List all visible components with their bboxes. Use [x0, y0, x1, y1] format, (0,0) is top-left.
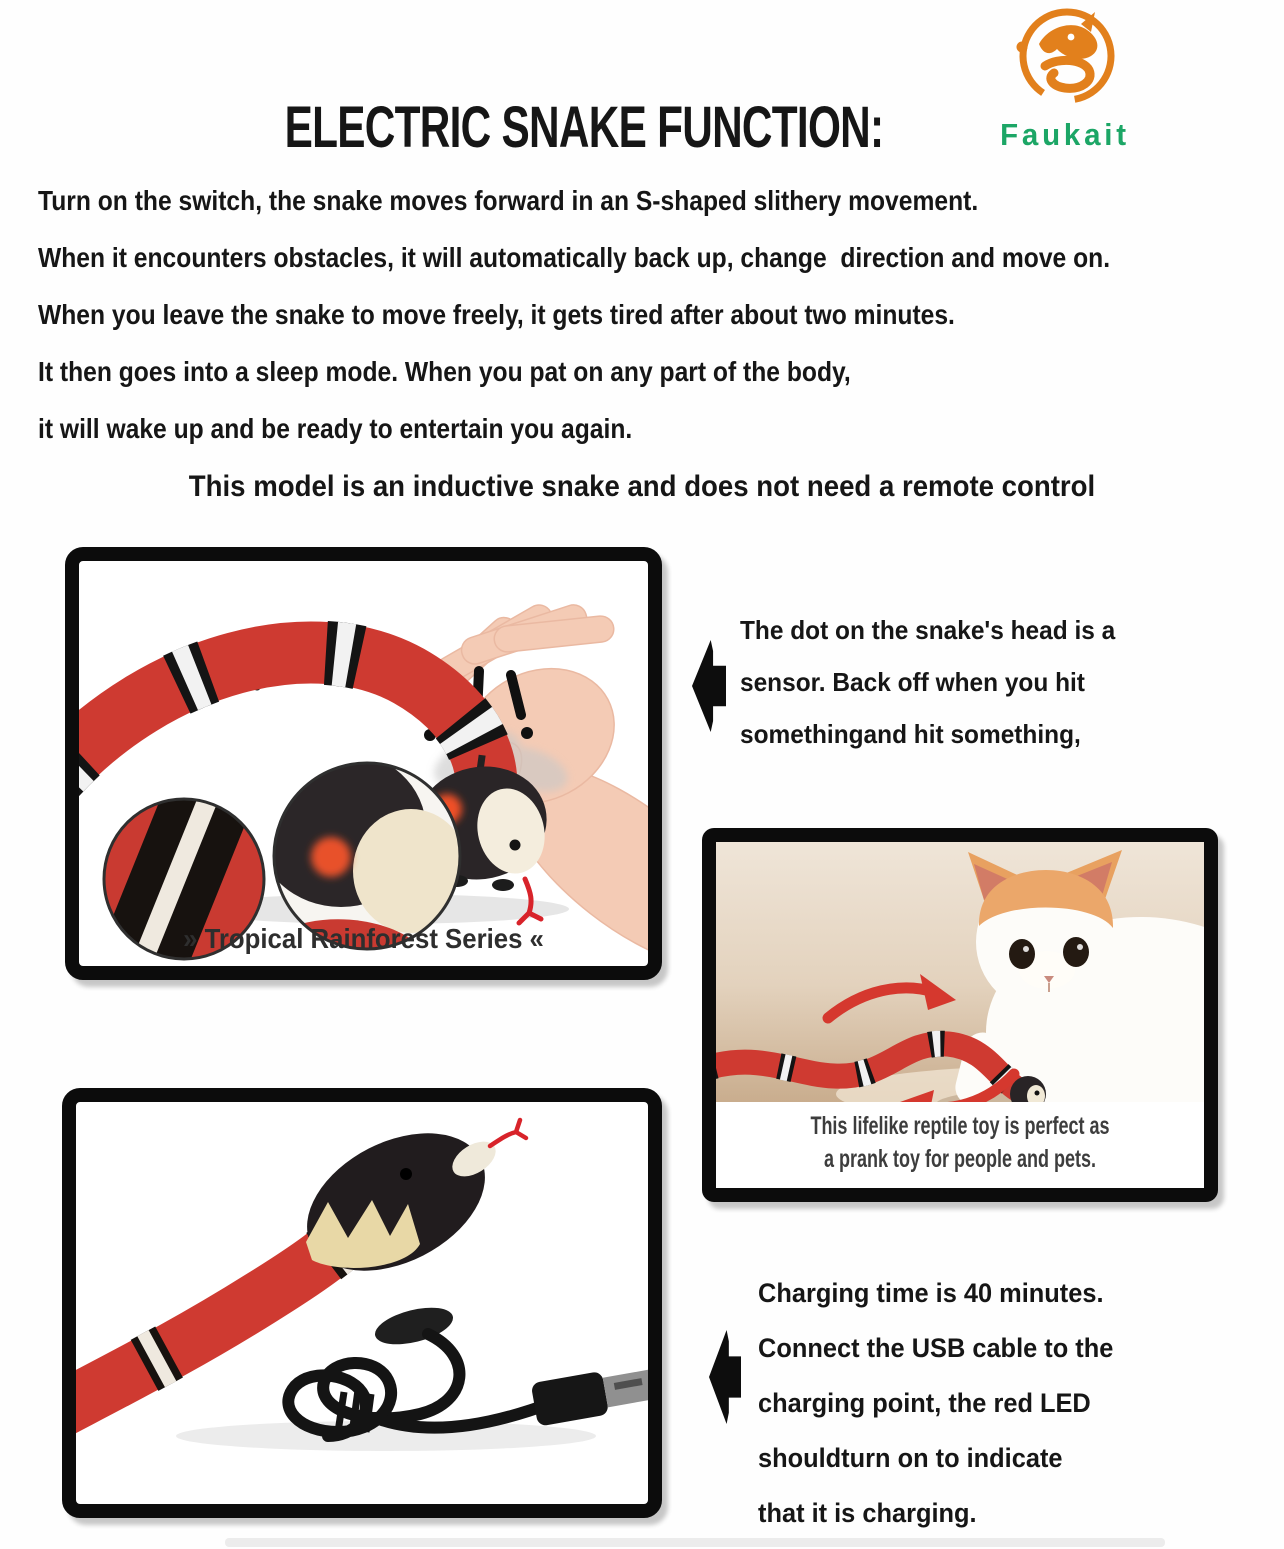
bottom-artifact-bar — [225, 1538, 1165, 1547]
note-line: Charging time is 40 minutes. — [758, 1278, 1104, 1308]
brand-logo — [995, 4, 1135, 153]
brand-logo-icon — [1001, 4, 1129, 110]
usb-cable — [288, 1334, 648, 1436]
intro-line: It then goes into a sleep mode. When you pat on any part of the body, — [38, 356, 851, 387]
sensor-demo-frame — [65, 547, 662, 980]
note-line: somethingand hit something, — [740, 719, 1081, 749]
caption-line: a prank toy for people and pets. — [823, 1145, 1097, 1173]
note-line: charging point, the red LED — [758, 1388, 1091, 1418]
usb-cable-illustration — [76, 1102, 648, 1504]
intro-line: it will wake up and be ready to entertain you again. — [38, 413, 633, 444]
highlight-line: This model is an inductive snake and does not need a remote control — [188, 470, 1096, 503]
left-arrow-icon — [709, 1330, 741, 1424]
intro-line: When it encounters obstacles, it will automatically back up, change direction and move on. — [38, 242, 1111, 273]
series-caption: » Tropical Rainforest Series « — [183, 923, 544, 954]
snake-hand-illustration — [79, 561, 648, 966]
cat-photo-illustration — [716, 842, 1204, 1102]
note-line: Connect the USB cable to the — [758, 1333, 1114, 1363]
caption-line: This lifelike reptile toy is perfect as — [810, 1112, 1110, 1140]
cat-caption — [716, 1110, 1204, 1176]
usb-charging-frame — [62, 1088, 662, 1518]
intro-line: When you leave the snake to move freely, it gets tired after about two minutes. — [38, 299, 955, 330]
note-line: sensor. Back off when you hit — [740, 667, 1085, 697]
note-line: shouldturn on to indicate — [758, 1443, 1063, 1473]
note-line: The dot on the snake's head is a — [740, 615, 1116, 645]
sensor-note — [740, 604, 1139, 760]
usb-connector — [531, 1363, 648, 1427]
page-title: ELECTRIC SNAKE FUNCTION: — [284, 95, 884, 160]
brand-name: Faukait — [1000, 117, 1130, 152]
left-arrow-icon — [692, 640, 726, 732]
charging-note — [758, 1266, 1136, 1541]
intro-line: Turn on the switch, the snake moves forward in an S-shaped slithery movement. — [38, 185, 979, 216]
cat-photo-frame — [702, 828, 1218, 1202]
note-line: that it is charging. — [758, 1498, 977, 1528]
intro-paragraph — [38, 172, 1256, 457]
